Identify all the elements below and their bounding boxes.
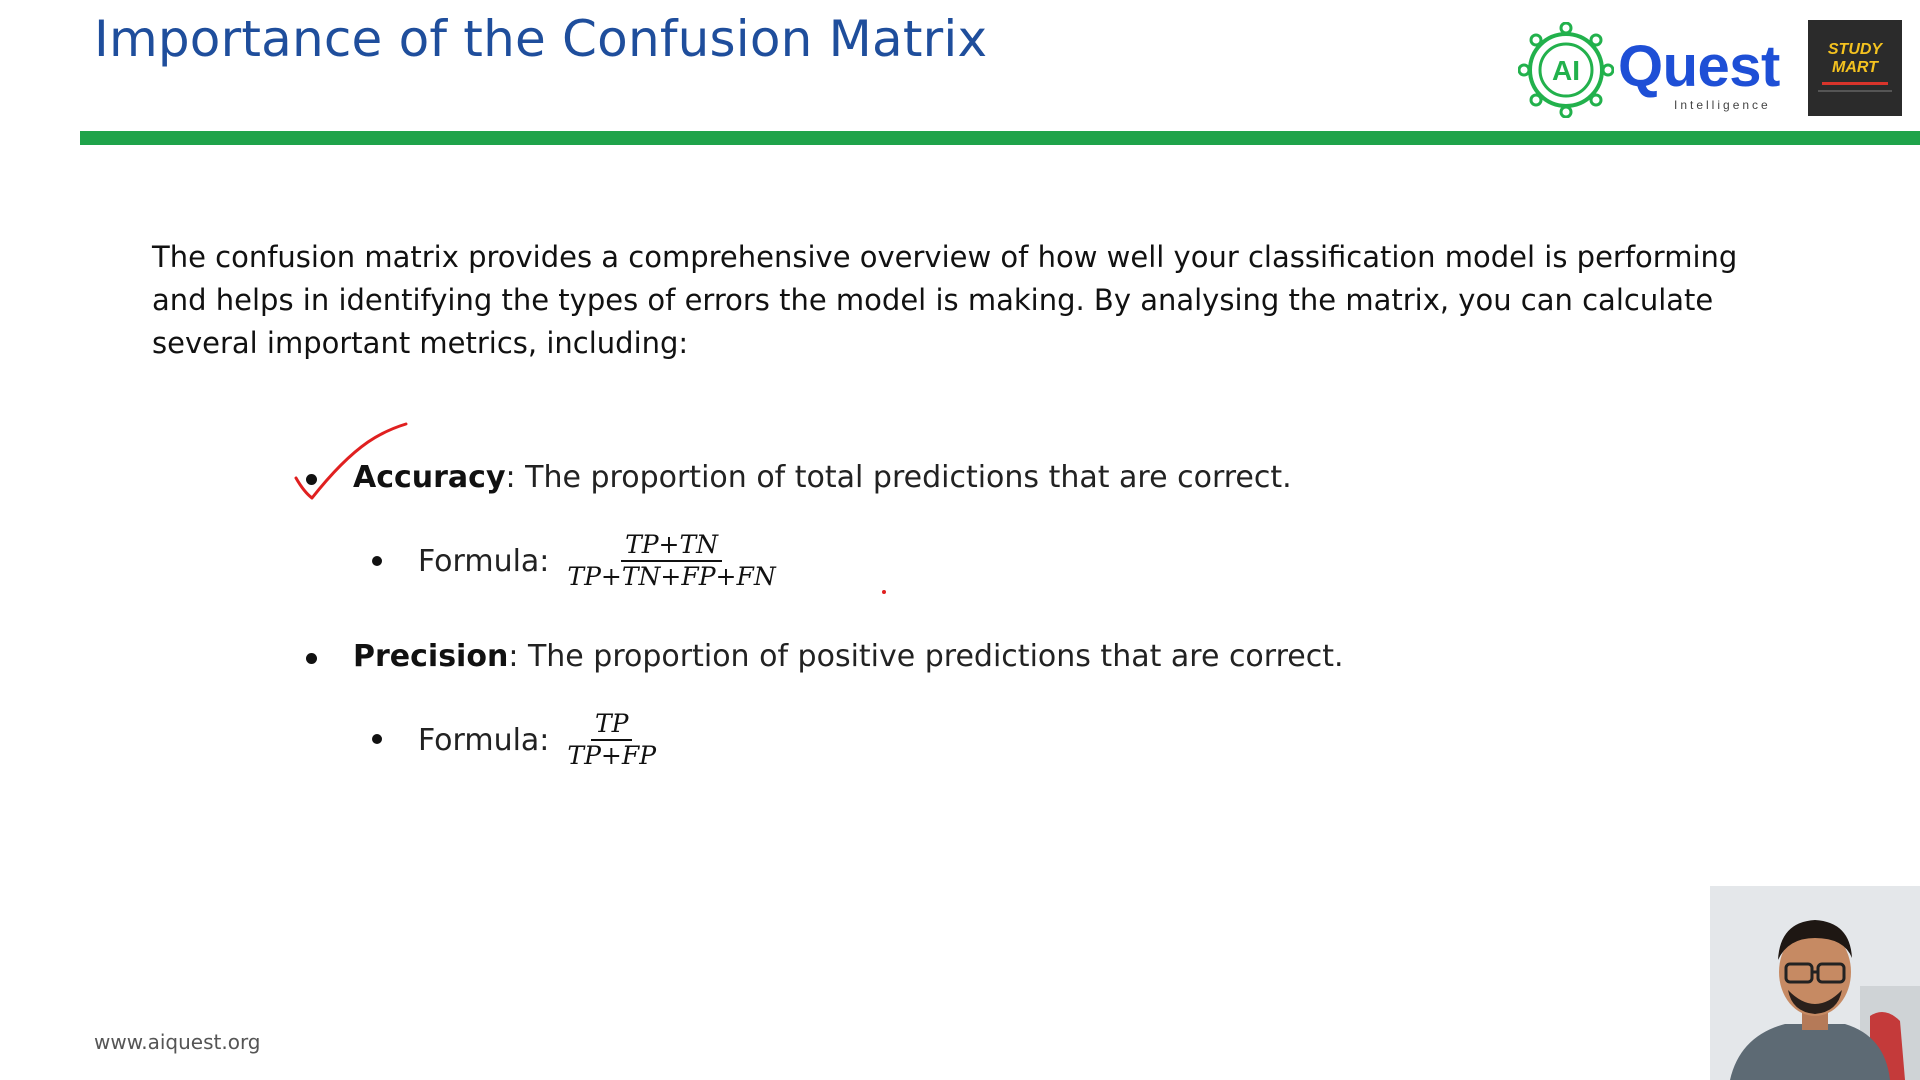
- accuracy-numerator: TP+TN: [621, 532, 722, 562]
- accuracy-fraction: [563, 532, 779, 591]
- bullet-icon: [306, 653, 317, 664]
- logo-mark-text: AI: [1552, 55, 1580, 86]
- metric-accuracy-name: Accuracy: [353, 460, 506, 495]
- metric-precision-name: Precision: [353, 639, 509, 674]
- study-mart-logo: [1808, 20, 1902, 116]
- precision-fraction: [563, 711, 660, 770]
- formula-label: Formula:: [418, 722, 550, 758]
- accuracy-formula: [418, 532, 780, 591]
- metric-accuracy-description: : The proportion of total predictions that are correct.: [505, 460, 1292, 495]
- metric-precision: [353, 639, 1344, 674]
- intro-paragraph: The confusion matrix provides a comprehensive overview of how well your classification model is performing and helps in identifying the types of errors the model is making. By analysing the matrix, you can calculate several important metrics, including:: [152, 240, 1738, 360]
- precision-denominator: TP+FP: [567, 741, 657, 771]
- study-mart-underline: [1822, 82, 1888, 85]
- metric-accuracy: [353, 460, 1292, 495]
- logo-subtitle: Intelligence: [1674, 98, 1771, 112]
- formula-label: Formula:: [418, 543, 550, 579]
- checkmark-icon: [290, 420, 420, 504]
- bullet-icon: [372, 556, 382, 566]
- accuracy-denominator: TP+TN+FP+FN: [567, 562, 776, 592]
- metric-precision-description: : The proportion of positive predictions that are correct.: [508, 639, 1344, 674]
- ai-gear-icon: [1518, 22, 1614, 118]
- annotation-dot: [882, 590, 886, 594]
- precision-formula: [418, 711, 660, 770]
- precision-numerator: TP: [591, 711, 633, 741]
- ai-quest-logo: [1518, 18, 1798, 118]
- footer-url: www.aiquest.org: [94, 1030, 261, 1054]
- presenter-webcam: [1710, 886, 1920, 1080]
- study-mart-line1: STUDY: [1827, 41, 1883, 58]
- study-mart-line2: MART: [1832, 59, 1878, 76]
- study-mart-tagline: [1818, 90, 1892, 92]
- logo-word: Quest: [1618, 34, 1780, 99]
- title-divider: [80, 131, 1920, 145]
- presenter-image: [1710, 886, 1920, 1080]
- slide-title: Importance of the Confusion Matrix: [94, 10, 988, 68]
- bullet-icon: [372, 734, 382, 744]
